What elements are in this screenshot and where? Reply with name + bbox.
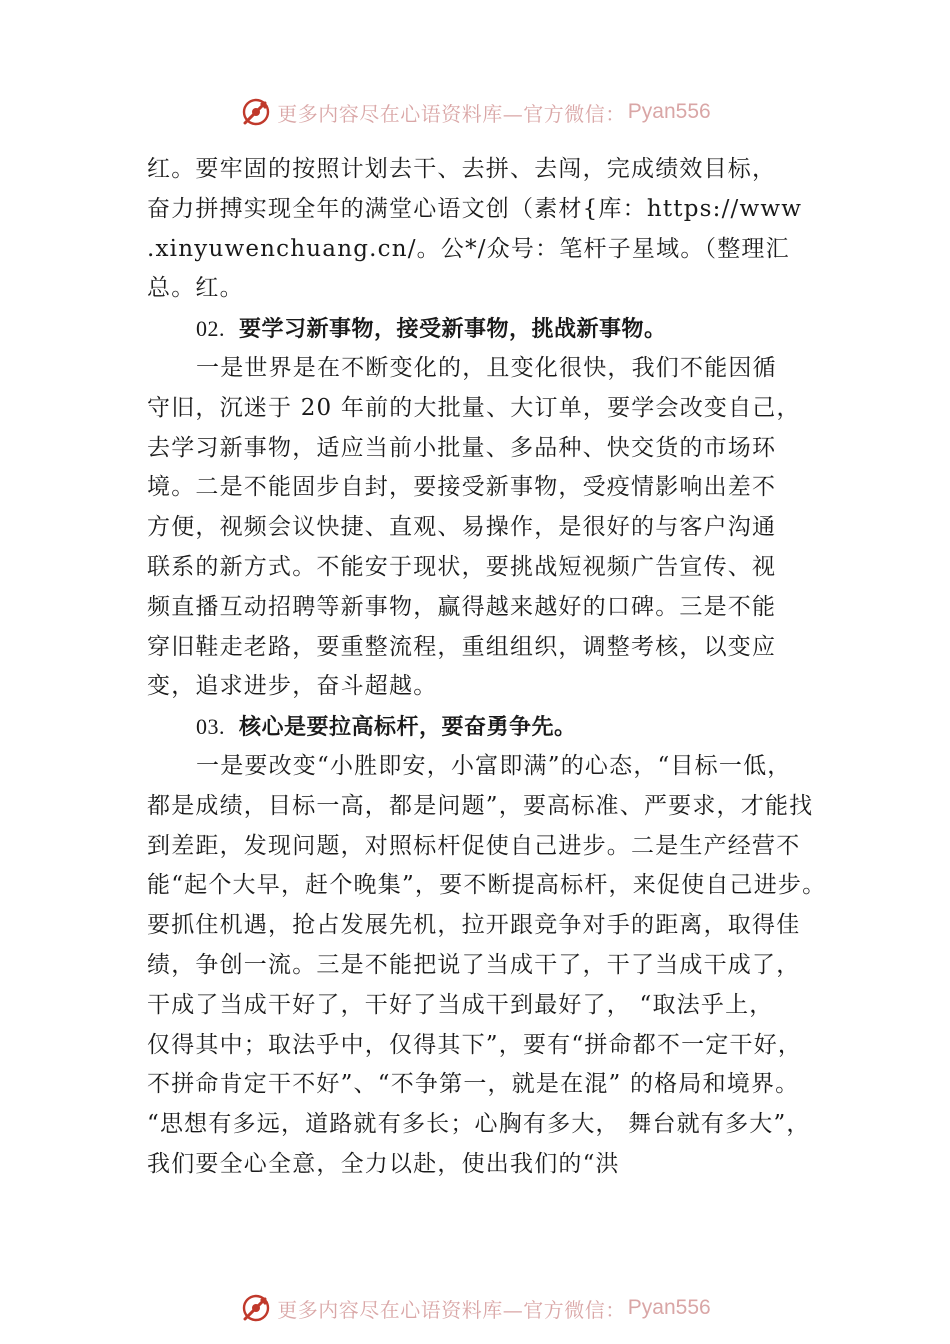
paragraph-line: 境。二是不能固步自封，要接受新事物，受疫情影响出差不 (147, 474, 777, 501)
paragraph-line: 仅得其中；取法乎中，仅得其下”，要有“拼命都不一定干好， (147, 1031, 803, 1058)
section-heading-02 (147, 309, 827, 349)
paragraph-line: 联系的新方式。不能安于现状，要挑战短视频广告宣传、视 (147, 553, 777, 580)
paragraph-line: 一是要改变“小胜即安，小富即满”的心态，“目标一低， (196, 752, 792, 779)
paragraph-line: 去学习新事物，适应当前小批量、多品种、快交货的市场环 (147, 434, 777, 461)
paragraph-line: 到差距，发现问题，对照标杆促使自己进步。二是生产经营不 (147, 832, 801, 859)
paragraph-line: 频直播互动招聘等新事物，赢得越来越好的口碑。三是不能 (147, 593, 777, 620)
pen-logo-icon (239, 95, 273, 129)
section-title: 核心是要拉高标杆，要奋勇争先。 (239, 715, 577, 741)
paragraph-line: 干成了当成干好了，干好了当成干到最好了， “取法乎上， (147, 991, 774, 1018)
banner-wechat-id: Pyan556 (627, 1296, 711, 1319)
text-line: .xinyuwenchuang.cn/。公*/众号：笔杆子星域。（整理汇 (147, 235, 790, 262)
paragraph-line: 一是世界是在不断变化的，且变化很快，我们不能因循 (196, 354, 777, 381)
banner-text: 更多内容尽在心语资料库—官方微信： (277, 101, 626, 126)
paragraph-line: 变，追求进步，奋斗超越。 (147, 673, 438, 700)
text-line: 总。红。 (147, 275, 244, 302)
paragraph-line: 我们要全心全意，全力以赴，使出我们的“洪 (147, 1150, 620, 1177)
paragraph-line: 要抓住机遇，抢占发展先机，拉开跟竞争对手的距离，取得佳 (147, 912, 801, 939)
section-number: 02. (196, 316, 225, 342)
header-banner (0, 92, 950, 132)
section-number: 03. (196, 714, 225, 740)
paragraph-line: 绩，争创一流。三是不能把说了当成干了，干了当成干成了， (147, 951, 801, 978)
text-line: 奋力拼搏实现全年的满堂心语文创（素材{库：https://www (147, 195, 803, 222)
text-line: 红。要牢固的按照计划去干、去拼、去闯，完成绩效目标， (147, 156, 777, 182)
banner-wechat-id: Pyan556 (627, 100, 711, 123)
banner-text: 更多内容尽在心语资料库—官方微信： (277, 1297, 626, 1322)
paragraph-line: 不拼命肯定干不好”、“不争第一，就是在混” 的格局和境界。 (147, 1071, 800, 1098)
paragraph-line: 穿旧鞋走老路，要重整流程，重组组织，调整考核，以变应 (147, 633, 777, 660)
paragraph-line: 能“起个大早，赶个晚集”，要不断提高标杆，来促使自己进步。 (147, 872, 827, 899)
section-title: 要学习新事物，接受新事物，挑战新事物。 (239, 317, 667, 343)
paragraph-line: 都是成绩，目标一高，都是问题”，要高标准、严要求，才能找 (147, 792, 814, 819)
paragraph-line: 守旧，沉迷于 20 年前的大批量、大订单，要学会改变自己， (147, 394, 801, 421)
paragraph-line: 方便，视频会议快捷、直观、易操作，是很好的与客户沟通 (147, 514, 777, 541)
footer-banner (0, 1288, 950, 1328)
document-body (147, 150, 827, 1185)
pen-logo-icon (239, 1291, 273, 1325)
section-heading-03 (147, 707, 827, 747)
paragraph-line: “思想有多远，道路就有多长；心胸有多大， 舞台就有多大”， (147, 1111, 811, 1138)
